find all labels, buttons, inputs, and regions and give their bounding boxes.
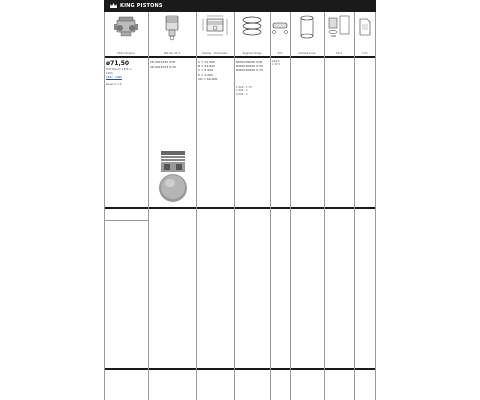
- engine-desc-line-1: FIAT Benzin 1300 cc: [106, 68, 133, 71]
- header-info: [354, 12, 376, 56]
- header-engine: [104, 12, 148, 56]
- piston-rings-icon: [241, 14, 263, 40]
- pin-spec: [272, 60, 280, 67]
- engine-extra: Kasaron 1.3: [106, 83, 122, 86]
- pin-diameter: ø18,0: [272, 60, 280, 63]
- dimension-diagram-icon: [199, 14, 231, 40]
- header-pin: [270, 12, 290, 56]
- header-divider: [104, 56, 376, 58]
- ring-size-list: [236, 86, 252, 96]
- header-label-kit: Kit 2: [336, 52, 342, 55]
- ring-list: [236, 60, 263, 73]
- header-label-engine: Motor-Engine: [117, 52, 135, 55]
- ref-size: 0.50: [169, 65, 176, 69]
- ref-code: 28-4011050: [150, 60, 169, 64]
- header-rings: [234, 12, 270, 56]
- ref-row-2: [150, 65, 176, 69]
- column-line: [104, 12, 105, 400]
- engine-years-link[interactable]: 1997 - 1999: [106, 76, 122, 79]
- ring-size: 1,500 - 2: [236, 89, 248, 93]
- ref-code: 28-4011053: [150, 65, 169, 69]
- header-label-pin: Pim: [277, 52, 283, 55]
- row-divider-2: [104, 368, 376, 370]
- piston-pin-icon: [271, 14, 289, 40]
- header-liner: [290, 12, 324, 56]
- column-line: [196, 12, 197, 400]
- column-line: [234, 12, 235, 400]
- dimension-list: [198, 60, 217, 81]
- catalog-sheet: [104, 0, 376, 400]
- row-divider-1: [104, 207, 376, 209]
- dimension-row: E = 2,000: [198, 72, 213, 77]
- dimension-row: CD = 54,000: [198, 76, 218, 81]
- dimension-row: A = 71,500: [198, 60, 215, 64]
- header-refno: [148, 12, 196, 56]
- crown-icon: [109, 2, 118, 10]
- ring-size: 1,500 - 1,75: [236, 86, 252, 89]
- kit-icon: [326, 14, 352, 40]
- column-line: [354, 12, 355, 400]
- pin-length: L 47,5: [272, 63, 281, 67]
- bore-diameter: ø71,50: [106, 60, 130, 67]
- brand-name: KING PISTONS: [120, 3, 163, 9]
- ref-row-1: [150, 60, 175, 64]
- header-label-dimensions: Ölçüler - Dimension: [202, 52, 228, 55]
- ring-row: R060700000 0.75: [236, 68, 263, 73]
- column-line: [324, 12, 325, 400]
- piston-image: [158, 150, 188, 206]
- header-bar: [104, 0, 376, 12]
- dimension-row: C = 5,500: [198, 68, 214, 73]
- dimension-row: B = 54,800: [198, 64, 215, 69]
- engine-desc-line-2: 1400: [106, 71, 113, 75]
- engine-cell-row-2: [104, 210, 148, 221]
- column-line: [148, 12, 149, 400]
- column-line: [290, 12, 291, 400]
- column-header-row: [104, 12, 376, 56]
- header-label-info: Info: [362, 52, 368, 55]
- header-label-liner: Gömlek-Liner: [298, 52, 316, 55]
- header-dimensions: [196, 12, 234, 56]
- column-line: [270, 12, 271, 400]
- ring-size: 3,000 - 2: [236, 92, 248, 96]
- header-kit: [324, 12, 354, 56]
- ring-row: R060700300 0.50: [236, 64, 263, 69]
- column-line: [375, 12, 376, 400]
- ref-size: STD: [169, 60, 176, 64]
- ring-row: R060700000 STD: [236, 60, 263, 64]
- engine-icon: [111, 14, 141, 40]
- header-label-refno: Ref. No. Nr 2: [163, 52, 181, 55]
- piston-icon: [162, 14, 182, 42]
- document-icon: [359, 18, 371, 36]
- header-label-rings: Segman-Rings: [242, 52, 262, 55]
- brand-logo: [109, 1, 163, 11]
- cylinder-liner-icon: [297, 14, 317, 40]
